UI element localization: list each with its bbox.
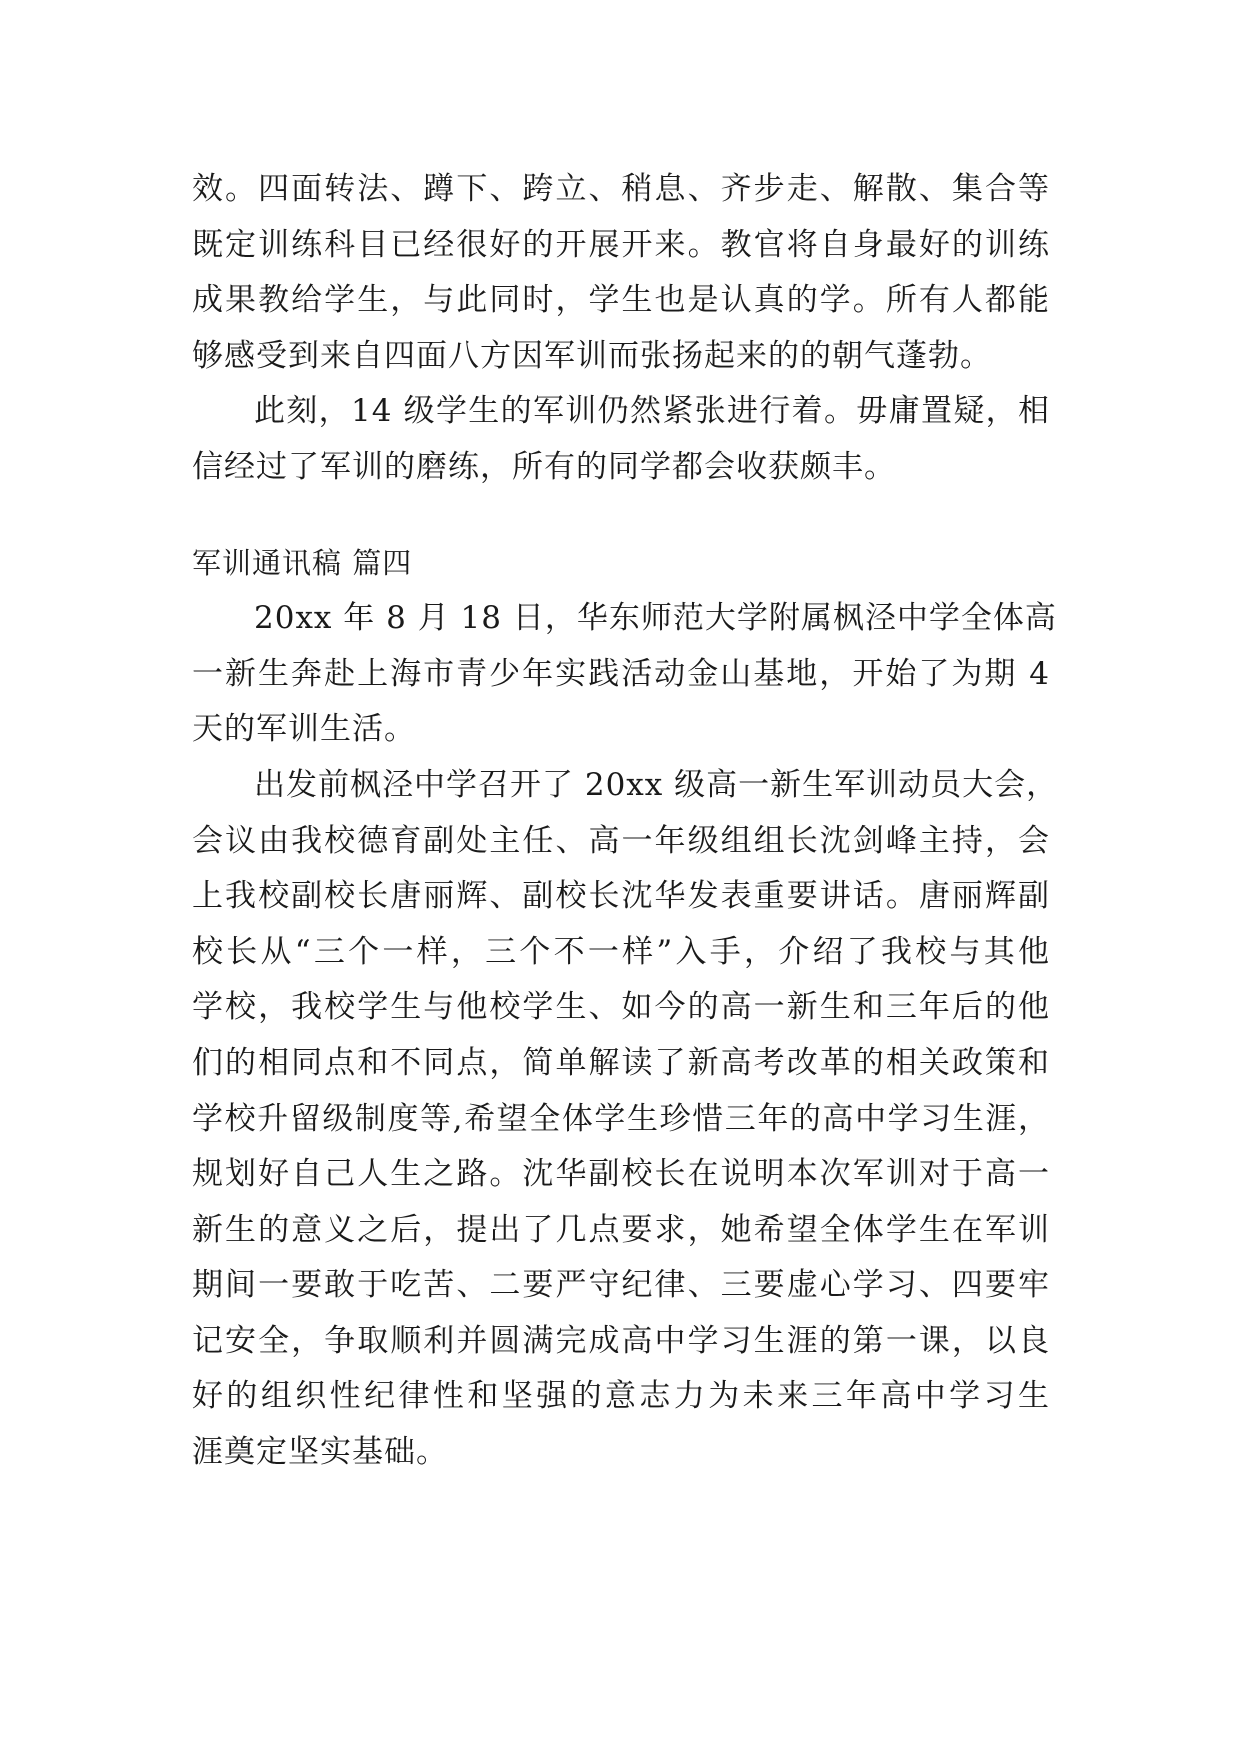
- document-page: [192, 162, 1059, 1481]
- text-line: 既定训练科目已经很好的开展开来。教官将自身最好的训练: [192, 226, 1050, 263]
- section-heading: 军训通讯稿 篇四: [192, 545, 413, 580]
- text-line: 期间一要敢于吃苦、二要严守纪律、三要虚心学习、四要牢: [192, 1267, 1050, 1304]
- text-line: 记安全，争取顺利并圆满完成高中学习生涯的第一课，以良: [192, 1322, 1050, 1359]
- text-line: 效。四面转法、蹲下、跨立、稍息、齐步走、解散、集合等: [192, 171, 1050, 207]
- text-line: 上我校副校长唐丽辉、副校长沈华发表重要讲话。唐丽辉副: [192, 878, 1050, 915]
- text-line: 学校升留级制度等,希望全体学生珍惜三年的高中学习生涯，: [192, 1100, 1050, 1137]
- section-1-paragraph-2: [192, 384, 1050, 495]
- text-line: 校长从“三个一样，三个不一样”入手，介绍了我校与其他: [192, 933, 1050, 970]
- text-line: 涯奠定坚实基础。: [192, 1434, 448, 1471]
- text-line: 一新生奔赴上海市青少年实践活动金山基地，开始了为期 4: [192, 655, 1050, 692]
- text-line: 新生的意义之后，提出了几点要求，她希望全体学生在军训: [192, 1211, 1050, 1248]
- section-2-paragraph-1: [192, 591, 1057, 758]
- text-line: 20xx 年 8 月 18 日，华东师范大学附属枫泾中学全体高: [254, 600, 1057, 637]
- text-line: 会议由我校德育副处主任、高一年级组组长沈剑峰主持，会: [192, 822, 1050, 859]
- text-line: 天的军训生活。: [192, 711, 416, 748]
- text-line: 学校，我校学生与他校学生、如今的高一新生和三年后的他: [192, 989, 1050, 1026]
- text-line: 们的相同点和不同点，简单解读了新高考改革的相关政策和: [192, 1044, 1050, 1081]
- section-2-paragraph-2: [192, 758, 1059, 1481]
- section-1-paragraph-1: [192, 162, 1050, 384]
- text-line: 好的组织性纪律性和坚强的意志力为未来三年高中学习生: [192, 1378, 1050, 1415]
- text-line: 成果教给学生，与此同时，学生也是认真的学。所有人都能: [192, 282, 1050, 319]
- text-line: 信经过了军训的磨练，所有的同学都会收获颇丰。: [192, 448, 896, 485]
- text-line: 出发前枫泾中学召开了 20xx 级高一新生军训动员大会，: [254, 766, 1059, 803]
- text-line: 此刻，14 级学生的军训仍然紧张进行着。毋庸置疑，相: [254, 393, 1050, 430]
- text-line: 规划好自己人生之路。沈华副校长在说明本次军训对于高一: [192, 1156, 1050, 1193]
- text-line: 够感受到来自四面八方因军训而张扬起来的的朝气蓬勃。: [192, 337, 992, 374]
